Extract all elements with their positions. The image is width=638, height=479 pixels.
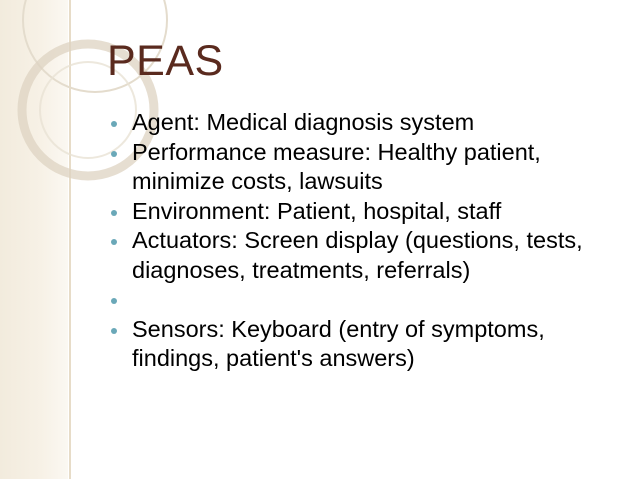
bullet-dot-icon: [111, 210, 117, 216]
bullet-text: Sensors: Keyboard (entry of symptoms, findings, patient's answers): [132, 315, 545, 371]
bullet-text: Actuators: Screen display (questions, tests, diagnoses, treatments, referrals): [132, 227, 583, 283]
bullet-performance-measure: [107, 138, 627, 197]
bullet-list: [107, 108, 627, 374]
bullet-environment: [107, 197, 627, 227]
bullet-text: Environment: Patient, hospital, staff: [132, 197, 502, 224]
bullet-agent: [107, 108, 627, 138]
bullet-dot-icon: [111, 151, 117, 157]
bullet-text: Performance measure: Healthy patient, minimize costs, lawsuits: [132, 138, 541, 194]
bullet-dot-icon: [111, 328, 117, 334]
bullet-dot-icon: [111, 121, 117, 127]
slide-title: PEAS: [107, 37, 224, 85]
bullet-dot-icon: [111, 239, 117, 245]
bullet-text: Agent: Medical diagnosis system: [132, 109, 475, 135]
bullet-dot-icon: [111, 298, 117, 304]
bullet-actuators: [107, 226, 627, 285]
bullet-empty: [107, 285, 627, 315]
bullet-sensors: [107, 315, 627, 374]
